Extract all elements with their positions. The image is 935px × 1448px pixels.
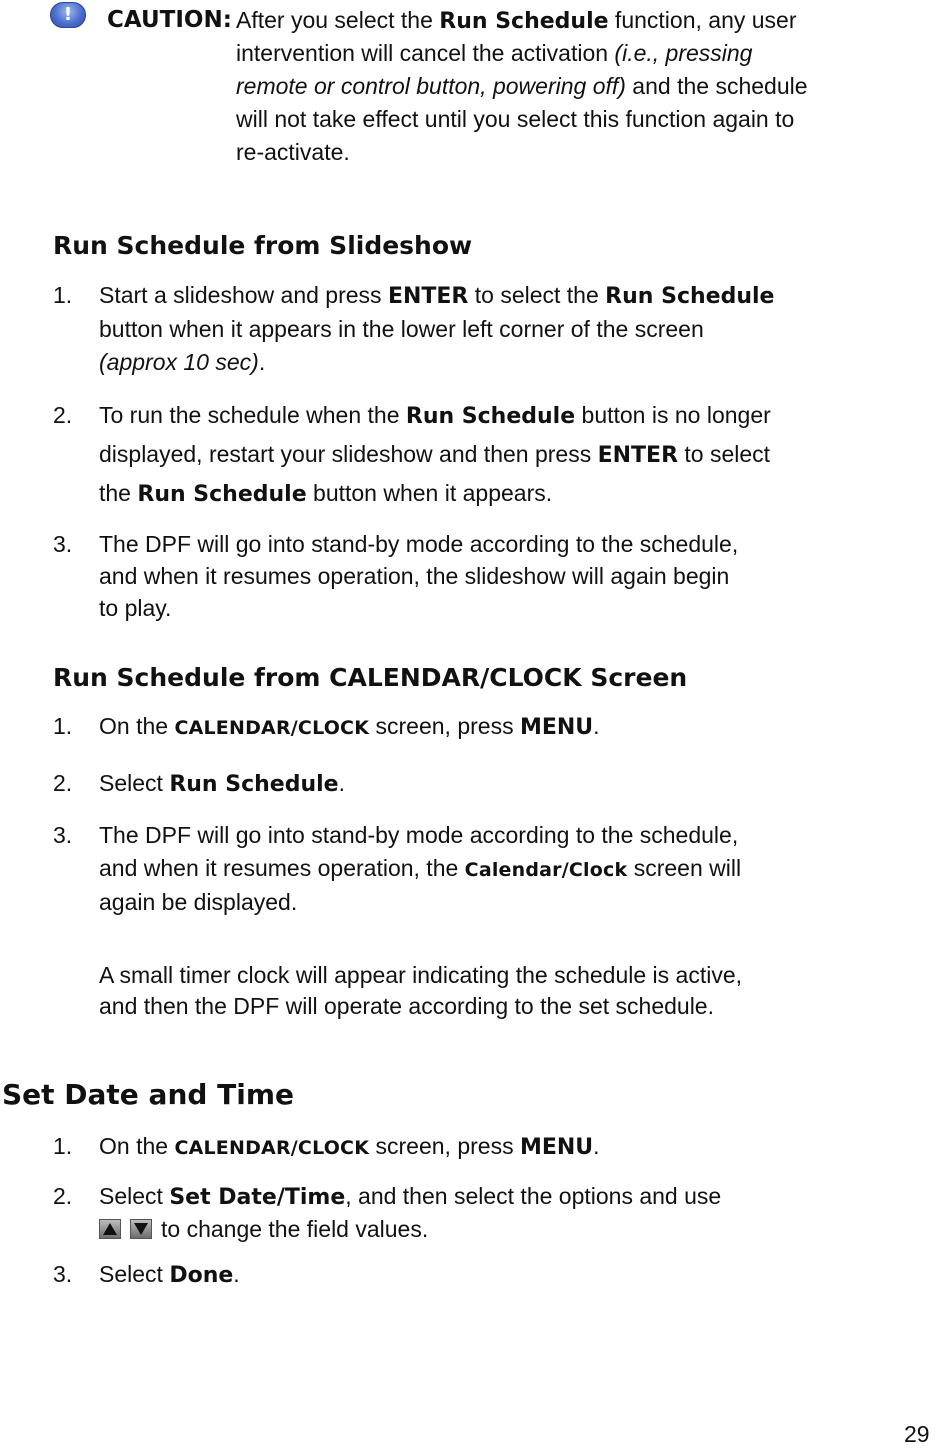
up-arrow-icon — [99, 1219, 121, 1239]
caution-line-2: intervention will cancel the activation (i.e., pressing — [236, 40, 753, 66]
caution-line-4: will not take effect until you select this function again to — [236, 106, 795, 132]
section-heading-datetime: Set Date and Time — [2, 1078, 295, 1111]
caution-line-1: After you select the Run Schedule function, any user — [236, 7, 797, 34]
caution-line-5: re-activate. — [236, 139, 350, 165]
page-number: 29 — [904, 1421, 930, 1447]
down-arrow-icon — [130, 1219, 152, 1239]
caution-label: CAUTION — [107, 7, 223, 33]
section-heading-calendar: Run Schedule from CALENDAR/CLOCK Screen — [53, 663, 688, 692]
caution-line-3: remote or control button, powering off) and the schedule — [236, 73, 808, 99]
caution-icon: ! — [50, 2, 86, 28]
section-heading-slideshow: Run Schedule from Slideshow — [53, 231, 473, 260]
